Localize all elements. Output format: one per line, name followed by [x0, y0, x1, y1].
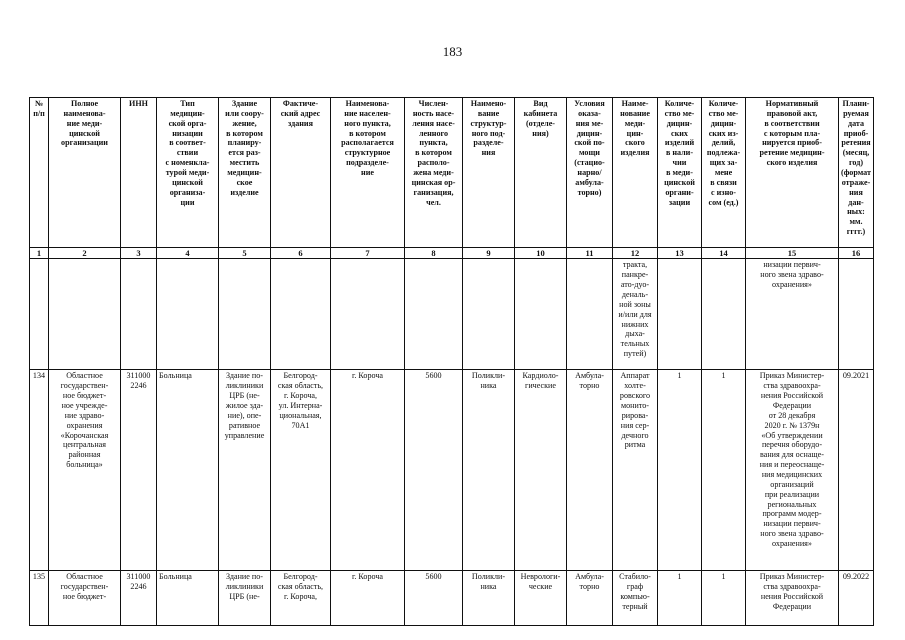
column-header-13: Количе- ство ме- дицин- ских изделий в нали- чии в меди- цинской органи- зации	[658, 98, 702, 248]
column-number-11: 11	[567, 248, 613, 259]
row-number-cell: 134	[30, 370, 49, 571]
cabinet-cell: Кардиоло- гические	[515, 370, 567, 571]
column-number-3: 3	[121, 248, 157, 259]
inn-cell: 311000 2246	[121, 370, 157, 571]
qty-have-cell: 1	[658, 370, 702, 571]
column-header-2: Полное наименова- ние меди- цинской организации	[49, 98, 121, 248]
empty-cell	[49, 259, 121, 370]
column-header-16: Плани- руемая дата приоб- ретения (месяц, год) (формат отраже- ния дан- ных: мм. гггг.)	[839, 98, 874, 248]
column-header-3: ИНН	[121, 98, 157, 248]
column-header-11: Условия оказа- ния ме- дицин- ской по- мощи (стацио- нарно/ амбула- торно)	[567, 98, 613, 248]
medical-equipment-table	[29, 97, 874, 626]
cabinet-cell: Неврологи- ческие	[515, 571, 567, 626]
column-number-9: 9	[463, 248, 515, 259]
unit-cell: Поликли- ника	[463, 571, 515, 626]
table-row	[30, 571, 874, 626]
column-number-13: 13	[658, 248, 702, 259]
column-number-10: 10	[515, 248, 567, 259]
column-number-2: 2	[49, 248, 121, 259]
empty-cell	[702, 259, 746, 370]
qty-replace-cell: 1	[702, 370, 746, 571]
page-number: 183	[442, 44, 463, 59]
qty-have-cell: 1	[658, 571, 702, 626]
column-number-7: 7	[331, 248, 405, 259]
population-cell: 5600	[405, 370, 463, 571]
org-type-cell: Больница	[157, 370, 219, 571]
column-number-12: 12	[613, 248, 658, 259]
column-number-5: 5	[219, 248, 271, 259]
column-number-1: 1	[30, 248, 49, 259]
column-header-12: Наиме- нование меди- цин- ского изделия	[613, 98, 658, 248]
empty-cell	[405, 259, 463, 370]
empty-cell	[463, 259, 515, 370]
address-cell: Белгород- ская область, г. Короча,	[271, 571, 331, 626]
column-header-15: Нормативный правовой акт, в соответствии с которым пла- нируется приоб- ретение медицин- ского изделия	[746, 98, 839, 248]
legal-act-cell: Приказ Министер- ства здравоохра- нения Российской Федерации от 28 декабря 2020 г. № 1379н «Об утверждении перечня оборудо- вания для оснаще- ния и переоснаще- ния медицинских организаций при реализации региональных программ модер- низации первич- ного звена здраво- охранения»	[746, 370, 839, 571]
population-cell: 5600	[405, 571, 463, 626]
empty-cell	[271, 259, 331, 370]
conditions-cell: Амбула- торно	[567, 571, 613, 626]
legal-act-cell: Приказ Министер- ства здравоохра- нения Российской Федерации	[746, 571, 839, 626]
inn-cell: 311000 2246	[121, 571, 157, 626]
empty-cell	[567, 259, 613, 370]
column-header-8: Числен- ность насе- ления насе- ленного пункта, в котором располо- жена меди- цинская ор- ганизация, чел.	[405, 98, 463, 248]
device-cell: Аппарат холте- ровского монито- рирова- ния сер- дечного ритма	[613, 370, 658, 571]
purchase-date-cell: 09.2021	[839, 370, 874, 571]
building-cell: Здание по- ликлиники ЦРБ (не- жилое зда- ние), опе- ративное управление	[219, 370, 271, 571]
column-header-14: Количе- ство ме- дицин- ских из- делий, подлежа- щих за- мене в связи с изно- сом (ед.)	[702, 98, 746, 248]
building-cell: Здание по- ликлиники ЦРБ (не-	[219, 571, 271, 626]
empty-cell	[30, 259, 49, 370]
settlement-cell: г. Короча	[331, 370, 405, 571]
qty-replace-cell: 1	[702, 571, 746, 626]
row-number-cell: 135	[30, 571, 49, 626]
column-header-9: Наимено- вание структур- ного под- разделе- ния	[463, 98, 515, 248]
continuation-row	[30, 259, 874, 370]
column-number-8: 8	[405, 248, 463, 259]
column-numbers-row	[30, 248, 874, 259]
settlement-cell: г. Короча	[331, 571, 405, 626]
org-name-cell: Областное государствен- ное бюджет- ное учрежде- ние здраво- охранения «Корочанская центральная районная больница»	[49, 370, 121, 571]
device-cell: Стабило- граф компью- терный	[613, 571, 658, 626]
empty-cell	[219, 259, 271, 370]
column-number-4: 4	[157, 248, 219, 259]
org-type-cell: Больница	[157, 571, 219, 626]
empty-cell	[157, 259, 219, 370]
column-header-4: Тип медицин- ской орга- низации в соответ- ствии с номенкла- турой меди- цинской организа- ции	[157, 98, 219, 248]
column-number-15: 15	[746, 248, 839, 259]
org-name-cell: Областное государствен- ное бюджет-	[49, 571, 121, 626]
address-cell: Белгород- ская область, г. Короча, ул. Интерна- циональная, 70А1	[271, 370, 331, 571]
continuation-act-cell: низации первич- ного звена здраво- охранения»	[746, 259, 839, 370]
column-number-14: 14	[702, 248, 746, 259]
header-row	[30, 98, 874, 248]
column-header-1: № п/п	[30, 98, 49, 248]
column-header-7: Наименова- ние населен- ного пункта, в котором располагается структурное подразделе- ние	[331, 98, 405, 248]
continuation-device-cell: тракта, панкре- ато-дуо- деналь- ной зоны и/или для нижних дыха- тельных путей)	[613, 259, 658, 370]
empty-cell	[331, 259, 405, 370]
conditions-cell: Амбула- торно	[567, 370, 613, 571]
column-header-6: Фактиче- ский адрес здания	[271, 98, 331, 248]
empty-cell	[515, 259, 567, 370]
column-number-6: 6	[271, 248, 331, 259]
column-header-10: Вид кабинета (отделе- ния)	[515, 98, 567, 248]
unit-cell: Поликли- ника	[463, 370, 515, 571]
empty-cell	[839, 259, 874, 370]
empty-cell	[658, 259, 702, 370]
column-number-16: 16	[839, 248, 874, 259]
table-row	[30, 370, 874, 571]
purchase-date-cell: 09.2022	[839, 571, 874, 626]
empty-cell	[121, 259, 157, 370]
column-header-5: Здание или соору- жение, в котором планиру- ется раз- местить медицин- ское изделие	[219, 98, 271, 248]
